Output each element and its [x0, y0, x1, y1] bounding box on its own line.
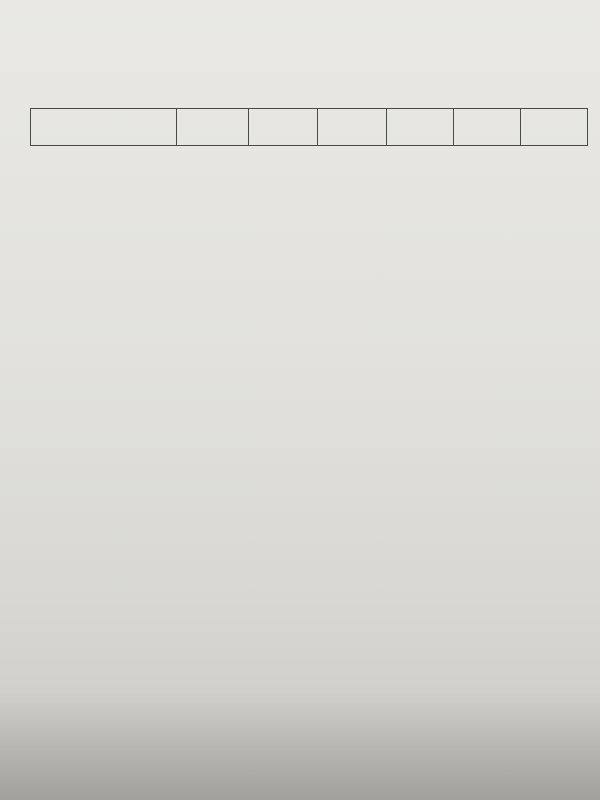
header-basic: [249, 109, 318, 146]
page-shadow: [0, 690, 600, 800]
header-turnover: [387, 109, 454, 146]
header-project: [318, 109, 387, 146]
header-total: [177, 109, 249, 146]
header-subsidy: [521, 109, 588, 146]
expenditure-table: [30, 108, 588, 146]
header-row: [31, 109, 588, 146]
header-business: [454, 109, 521, 146]
header-name: [31, 109, 177, 146]
